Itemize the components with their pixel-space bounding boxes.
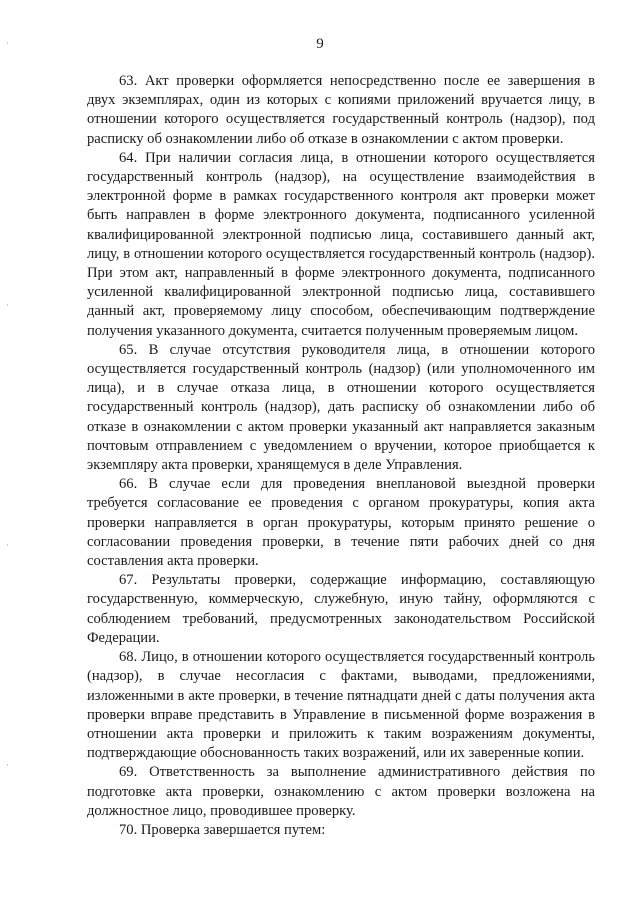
paragraph-67: 67. Результаты проверки, содержащие информацию, составляющую государственную, коммерческую, служебную, иную тайну, оформляются с соблюдением требований, предусмотренных законодательством Российской Федерации. — [87, 572, 595, 646]
paragraph-65: 65. В случае отсутствия руководителя лица, в отношении которого осуществляется государственный контроль (надзор) (или уполномоченного им лица), и в случае отказа лица, в отношении которого осуществляется государственный контроль (надзор), дать расписку об ознакомлении либо об отказе в ознакомлении с актом проверки указанный акт направляется заказным почтовым отправлением с уведомлением о вручении, которое приобщается к экземпляру акта проверки, хранящемуся в деле Управления. — [87, 341, 595, 474]
paragraph-69: 69. Ответственность за выполнение административного действия по подготовке акта проверки, ознакомлению с актом проверки возложена на должностное лицо, проводившее проверку. — [87, 764, 595, 819]
paragraph-66: 66. В случае если для проведения внеплановой выездной проверки требуется согласование ее проведения с органом прокуратуры, копия акта проверки направляется в орган прокуратуры, которым принято решение о согласовании проведения проверки, в течение пяти рабочих дней со дня составления акта проверки. — [87, 476, 595, 570]
document-body — [87, 72, 595, 840]
paragraph-63: 63. Акт проверки оформляется непосредственно после ее завершения в двух экземплярах, один из которых с копиями приложений вручается лицу, в отношении которого осуществляется государственный контроль (надзор), под расписку об ознакомлении либо об отказе в ознакомлении с актом проверки. — [87, 73, 595, 147]
paragraph-64: 64. При наличии согласия лица, в отношении которого осуществляется государственный контроль (надзор), на осуществление взаимодействия в электронной форме в рамках государственного контроля акт проверки может быть направлен в форме электронного документа, подписанного усиленной квалифицированной электронной подписью лица, составившего данный акт, лицу, в отношении которого осуществляется государственный контроль (надзор). При этом акт, направленный в форме электронного документа, подписанного усиленной квалифицированной электронной подписью лица, составившего данный акт, проверяемому лицу способом, обеспечивающим подтверждение получения указанного документа, считается полученным проверяемым лицом. — [87, 149, 595, 339]
paragraph-70: 70. Проверка завершается путем: — [119, 821, 326, 838]
scan-artifact-mark: · — [6, 300, 9, 310]
scan-artifact-mark: · — [6, 38, 9, 48]
page-number: 9 — [316, 36, 324, 52]
paragraph-68: 68. Лицо, в отношении которого осуществляется государственный контроль (надзор), в случае несогласия с фактами, выводами, предложениями, изложенными в акте проверки, в течение пятнадцати дней с даты получения акта проверки вправе представить в Управление в письменной форме возражения в отношении акта проверки и приложить к таким возражениям документы, подтверждающие обоснованность таких возражений, или их заверенные копии. — [87, 649, 595, 762]
scan-artifact-mark: · — [6, 760, 9, 770]
scan-artifact-mark: · — [6, 540, 9, 550]
